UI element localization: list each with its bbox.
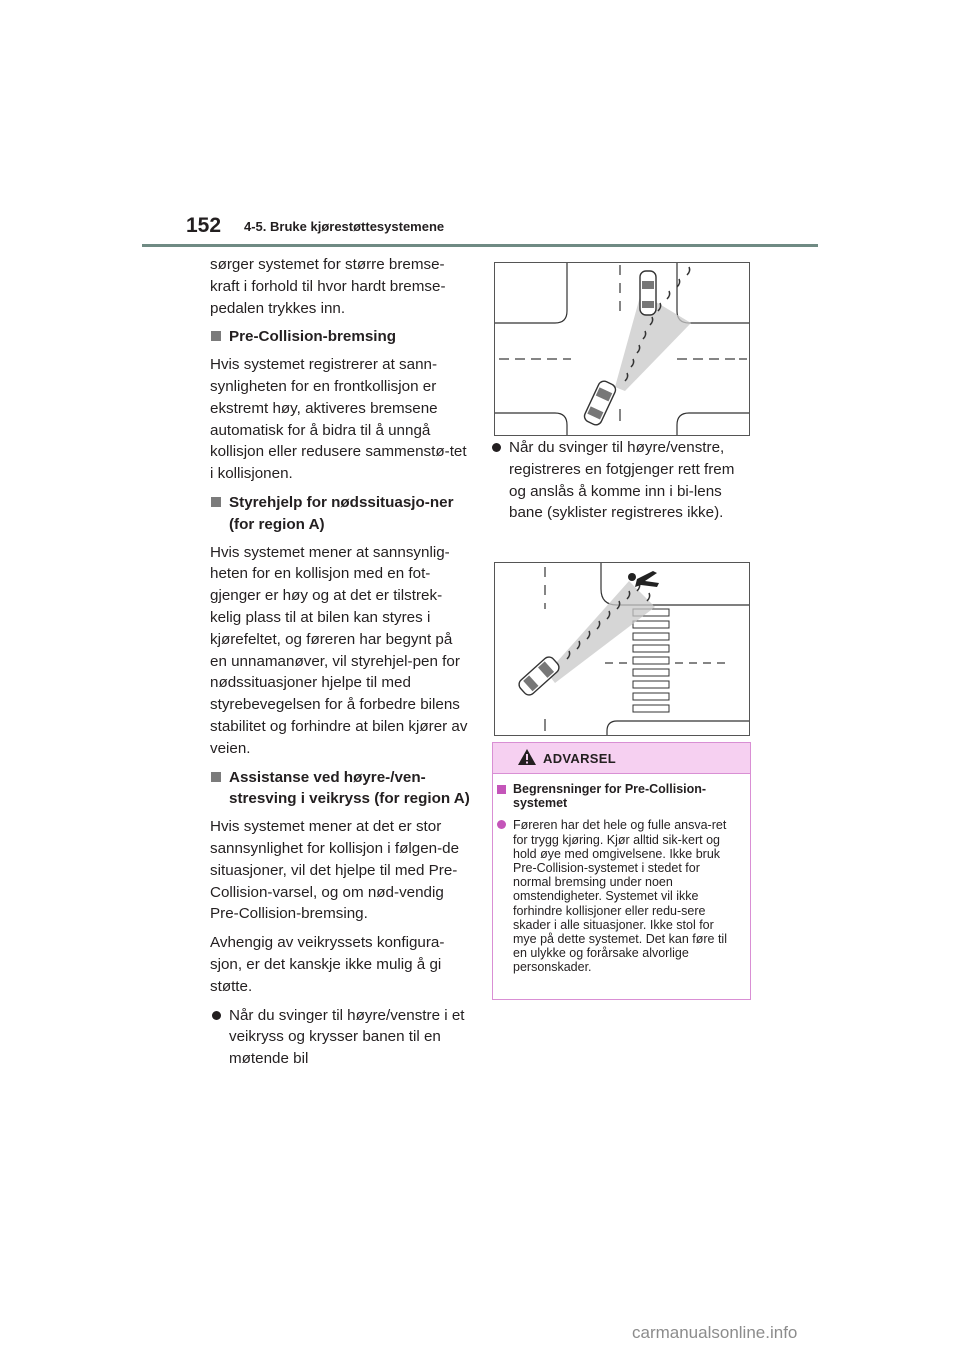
paragraph-intersection-assist: Hvis systemet mener at det er stor sannsynlighet for kollisjon i følgen-de situasjoner, vil det hjelpe til med Pre-Collision-varsel, og om nød-vendig Pre-Collision-bremsing.	[210, 818, 460, 923]
heading-emergency-steering: Styrehjelp for nødssituasjo-ner (for region A)	[210, 492, 472, 536]
figure-oncoming-car	[494, 262, 750, 436]
heading-intersection-assist: Assistanse ved høyre-/ven-stresving i veikryss (for region A)	[210, 767, 472, 811]
page-number: 152	[186, 214, 222, 237]
paragraph-emergency-steering: Hvis systemet mener at sannsynlig-heten for en kollisjon med en fot-gjenger er høy og at det er tilstrek-kelig plass til at bilen kan styres i kjørefeltet, og føreren har begynt på en unnamanøver, vil styrehjel-pen for nødssituasjoner hjelpe til med styrebevegelsen for å forbedre bilens stabilitet og forhindre at bilen kjører av veien.	[210, 543, 468, 757]
right-column	[490, 437, 752, 524]
warning-triangle-icon	[517, 748, 537, 766]
paragraph-intersection-config: Avhengig av veikryssets konfigura-sjon, er det kanskje ikke mulig å gi støtte.	[210, 934, 445, 995]
warning-subheading: Begrensninger for Pre-Collision-systemet	[497, 782, 740, 810]
paragraph-pre-collision-braking: Hvis systemet registrerer at sann-synligheten for en frontkollisjon er ekstremt høy, aktiveres bremsene automatisk for å bidra til å unngå kollisjon eller redusere sammenstø-tet i kollisjonen.	[210, 356, 467, 483]
intro-paragraph: sørger systemet for større bremse-kraft i forhold til hvor hardt bremse-pedalen trykkes inn.	[210, 256, 446, 317]
bullet-pedestrian: Når du svinger til høyre/venstre, registreres en fotgjenger rett frem og anslås å komme inn i bi-lens bane (syklister registreres ikke).	[490, 437, 752, 524]
warning-title: ADVARSEL	[543, 751, 616, 766]
warning-header	[493, 743, 750, 774]
bullet-oncoming-car: Når du svinger til høyre/venstre i et veikryss og krysser banen til en møtende bil	[210, 1005, 472, 1070]
heading-pre-collision-braking: Pre-Collision-bremsing	[210, 326, 472, 348]
figure-pedestrian-crossing	[494, 562, 750, 736]
section-title: 4-5. Bruke kjørestøttesystemene	[244, 219, 445, 234]
warning-text: Føreren har det hele og fulle ansva-ret for trygg kjøring. Kjør alltid sik-kert og hold øye med omgivelsene. Ikke bruk Pre-Collision-systemet i stedet for normal bremsing under noen omstendigheter. Systemet vil ikke forhindre kollisjoner eller redu-sere skader i alle situasjoner. Ikke stol for mye på dette systemet. Det kan føre til en ulykke og forårsake alvorlige personskader.	[497, 818, 740, 974]
watermark: carmanualsonline.info	[632, 1323, 798, 1342]
warning-box	[492, 742, 751, 1000]
header-rule	[142, 244, 818, 247]
left-column	[210, 254, 472, 1077]
